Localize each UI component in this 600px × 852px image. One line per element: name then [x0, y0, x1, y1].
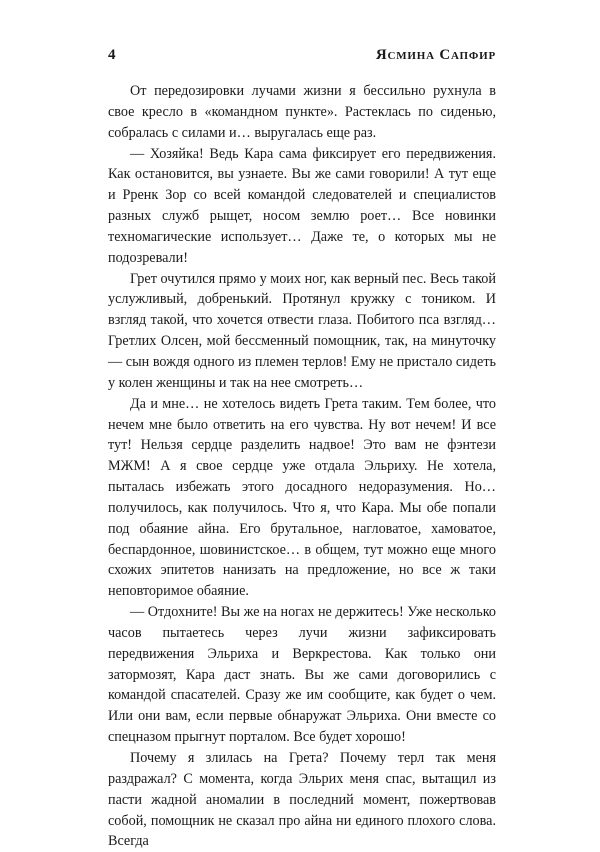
- paragraph: — Хозяйка! Ведь Кара сама фиксирует его передвижения. Как остановится, вы узнаете. Вы же сами говорили! А тут еще и Рренк Зор со всей командой следователей и специалистов разных служб рыщет, носом землю роет… Все новинки техномагические использует… Даже те, о которых мы не подозревали!: [108, 145, 496, 266]
- author-name: Ясмина Сапфир: [375, 46, 496, 63]
- paragraph: Почему я злилась на Грета? Почему терл так меня раздражал? С момента, когда Эльрих меня спас, вытащил из пасти жадной аномалии в последний момент, пожертвовав собой, помощник не сказал про айна ни единого плохого слова. Всегда: [108, 750, 496, 850]
- paragraph: Да и мне… не хотелось видеть Грета таким. Тем более, что нечем мне было ответить на его чувства. Ну вот нечем! И все тут! Нельзя сердце разделить надвое! Это вам не фэнтези МЖМ! А я свое сердце уже отдала Эльриху. Не хотела, пыталась избежать этого досадного недоразумения. Но… получилось, как получилось. Что я, что Кара. Мы обе попали под обаяние айна. Его брутальное, нагловатое, хамоватое, беспардонное, шовинистское… в общем, тут можно еще много схожих эпитетов нанизать на предложение, но все ж таки неповторимое обаяние.: [108, 395, 496, 600]
- running-header: [108, 43, 496, 67]
- page-number: 4: [108, 46, 116, 63]
- page-body-text: [108, 81, 496, 852]
- paragraph: Грет очутился прямо у моих ног, как верный пес. Весь такой услужливый, добренький. Протянул кружку с тоником. И взгляд такой, что хочется отвести глаза. Побитого пса взгляд… Гретлих Олсен, мой бессменный помощник, так, на минуточку — сын вождя одного из племен терлов! Ему не пристало сидеть у колен женщины и так на нее смотреть…: [108, 270, 496, 391]
- paragraph: — Отдохните! Вы же на ногах не держитесь! Уже несколько часов пытаетесь через лучи жизни зафиксировать передвижения Эльриха и Веркрестова. Как только они затормозят, Кара даст знать. Вы же сами договорились с командой спасателей. Сразу же им сообщите, как будет о чем. Или они вам, если первые обнаружат Эльриха. Они вместе со спецназом прыгнут порталом. Все будет хорошо!: [108, 604, 496, 746]
- paragraph: От передозировки лучами жизни я бессильно рухнула в свое кресло в «командном пункте». Растеклась по сиденью, собралась с силами и… выругалась еще раз.: [108, 83, 496, 141]
